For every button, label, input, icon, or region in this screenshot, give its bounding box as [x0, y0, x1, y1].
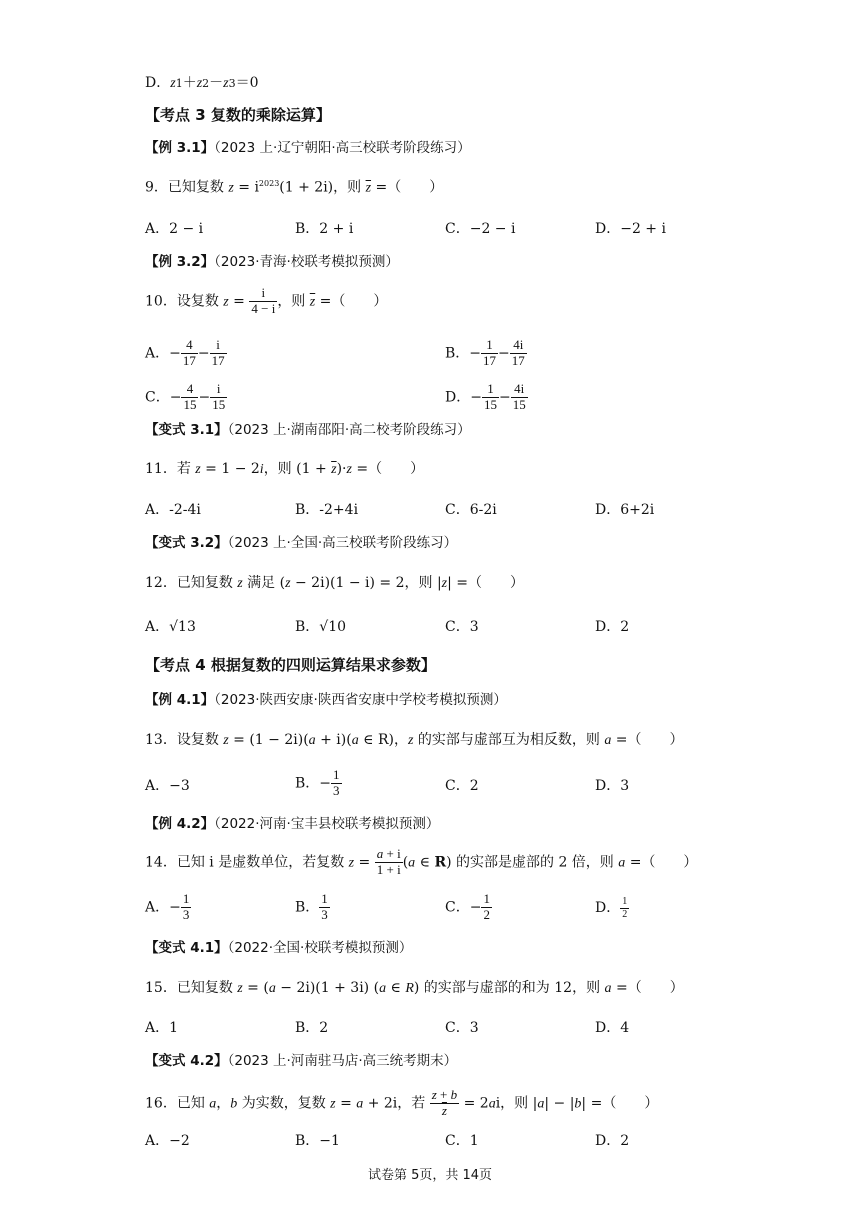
- q10-option-a[interactable]: A．− $\frac{4}{17}$ − $\frac{i}{17}$: [145, 337, 225, 368]
- q16-option-c[interactable]: C．1: [445, 1133, 479, 1149]
- prev-question-option-d: D．z1＋z2－z3＝0: [145, 75, 259, 91]
- q14-option-b[interactable]: B． $\frac{1}{3}$: [295, 891, 328, 922]
- question-11: 11．若 z = 1 − 2i，则 $(1 + \overline{z})\cdot z$ =（ ）: [145, 461, 425, 477]
- question-14: 14．已知 i 是虚数单位，若复数 z = $\frac{a + i}{1 + i}$ (a ∈ R) 的实部是虚部的 2 倍，则 a =（ ）: [145, 846, 698, 877]
- variant-4-1-header: 【变式 4.1】（2022·全国·校联考模拟预测）: [145, 940, 413, 956]
- q11-option-d[interactable]: D．6+2i: [595, 502, 655, 518]
- q12-option-a[interactable]: A．√13: [145, 619, 196, 635]
- q15-option-c[interactable]: C．3: [445, 1020, 479, 1036]
- question-16: 16．已知 a，b 为实数，复数 z = a + 2i，若 $\frac{z + b}{z}$ = 2ai，则 |a| − |b| =（ ）: [145, 1087, 659, 1118]
- question-9: 9．已知复数 $z = i^{2023}(1 + 2i)$，则 $\overline{z}$ =（ ）: [145, 179, 444, 196]
- variant-3-2-header: 【变式 3.2】（2023 上·全国·高三校联考阶段练习）: [145, 535, 458, 551]
- q16-option-d[interactable]: D．2: [595, 1133, 630, 1149]
- q11-option-a[interactable]: A．-2-4i: [145, 502, 201, 518]
- q9-option-d[interactable]: D．−2 + i: [595, 221, 666, 237]
- q12-option-b[interactable]: B．√10: [295, 619, 347, 635]
- example-3-1-header: 【例 3.1】（2023 上·辽宁朝阳·高三校联考阶段练习）: [145, 140, 471, 156]
- question-12: 12．已知复数 z 满足 (z − 2i)(1 − i) = 2，则 |z| =（ ）: [145, 575, 525, 591]
- q11-option-c[interactable]: C．6-2i: [445, 502, 497, 518]
- q14-option-c[interactable]: C．− $\frac{1}{2}$: [445, 891, 490, 922]
- q13-option-b[interactable]: B．− $\frac{1}{3}$: [295, 767, 340, 798]
- page-footer: 试卷第 5页，共 14页: [367, 1168, 493, 1183]
- variant-4-2-header: 【变式 4.2】（2023 上·河南驻马店·高三统考期末）: [145, 1053, 458, 1069]
- q12-option-c[interactable]: C．3: [445, 619, 479, 635]
- q15-option-a[interactable]: A．1: [145, 1020, 179, 1036]
- variant-3-1-header: 【变式 3.1】（2023 上·湖南邵阳·高二校考阶段练习）: [145, 422, 471, 438]
- q9-option-a[interactable]: A．2 − i: [145, 221, 204, 237]
- example-4-2-header: 【例 4.2】（2022·河南·宝丰县校联考模拟预测）: [145, 816, 440, 832]
- q15-option-b[interactable]: B．2: [295, 1020, 329, 1036]
- q10-option-c[interactable]: C．− $\frac{4}{15}$ − $\frac{i}{15}$: [145, 381, 226, 412]
- example-4-1-header: 【例 4.1】（2023·陕西安康·陕西省安康中学校考模拟预测）: [145, 692, 507, 708]
- q15-option-d[interactable]: D．4: [595, 1020, 630, 1036]
- q11-option-b[interactable]: B．-2+4i: [295, 502, 359, 518]
- q9-option-c[interactable]: C．−2 − i: [445, 221, 516, 237]
- question-13: 13．设复数 z = (1 − 2i)(a + i)(a ∈ R)，z 的实部与虚部互为相反数，则 a =（ ）: [145, 732, 684, 748]
- q13-option-c[interactable]: C．2: [445, 778, 479, 794]
- q10-option-b[interactable]: B．− $\frac{1}{17}$ − $\frac{4i}{17}$: [445, 337, 525, 368]
- question-10: 10．设复数 z = $\frac{i}{4 - i}$ ，则 $\overline{z}$ =（ ）: [145, 285, 388, 316]
- section-3-title: 【考点 3 复数的乘除运算】: [145, 106, 331, 124]
- q13-option-a[interactable]: A．−3: [145, 778, 190, 794]
- q9-option-b[interactable]: B．2 + i: [295, 221, 354, 237]
- q10-option-d[interactable]: D．− $\frac{1}{15}$ − $\frac{4i}{15}$: [445, 381, 526, 412]
- q12-option-d[interactable]: D．2: [595, 619, 630, 635]
- q14-option-a[interactable]: A．− $\frac{1}{3}$: [145, 891, 190, 922]
- q14-option-d[interactable]: D． $\frac{1}{2}$: [595, 896, 628, 920]
- section-4-title: 【考点 4 根据复数的四则运算结果求参数】: [145, 656, 436, 674]
- q13-option-d[interactable]: D．3: [595, 778, 630, 794]
- q16-option-b[interactable]: B．−1: [295, 1133, 340, 1149]
- question-15: 15．已知复数 z = (a − 2i)(1 + 3i) (a ∈ R) 的实部与虚部的和为 12，则 a =（ ）: [145, 980, 684, 996]
- example-3-2-header: 【例 3.2】（2023·青海·校联考模拟预测）: [145, 254, 399, 270]
- q16-option-a[interactable]: A．−2: [145, 1133, 190, 1149]
